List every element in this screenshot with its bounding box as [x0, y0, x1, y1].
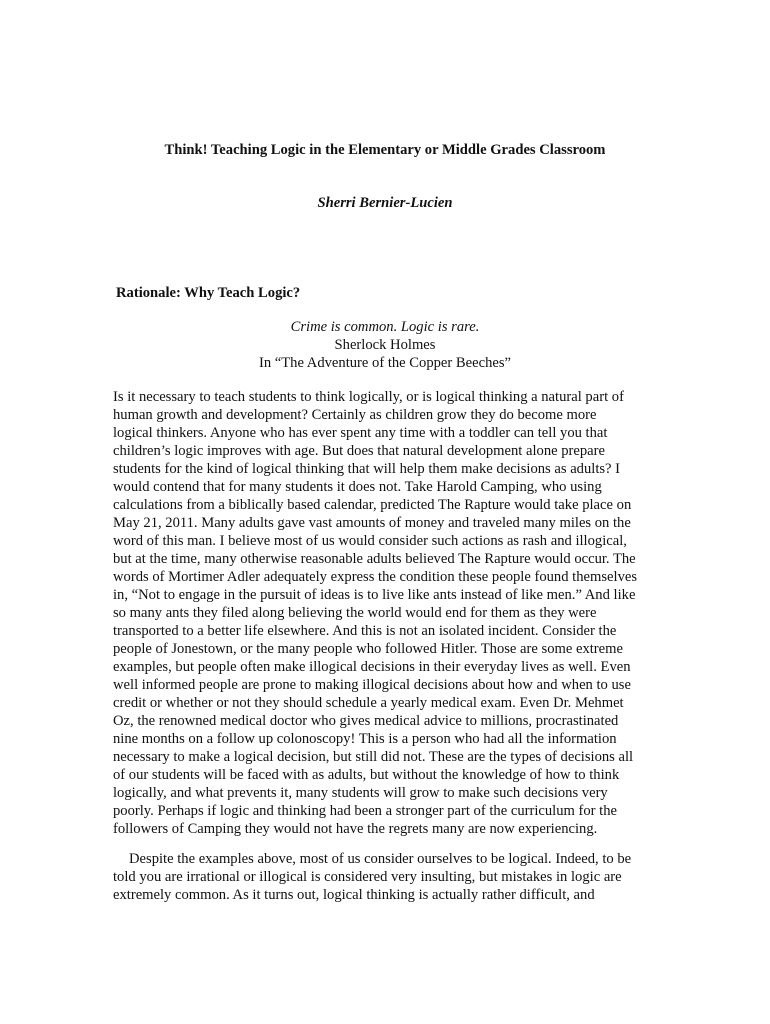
body-paragraph-1: [113, 388, 659, 838]
paragraph-line: Despite the examples above, most of us consider ourselves to be logical. Indeed, to be: [129, 851, 632, 867]
paragraph-line: of our students will be faced with as adults, but without the knowledge of how to think: [113, 767, 620, 783]
paragraph-line: necessary to make a logical decision, but still did not. These are the types of decisions all: [113, 749, 634, 765]
paragraph-line: credit or whether or not they should schedule a yearly medical exam. Even Dr. Mehmet: [113, 695, 624, 711]
paragraph-line: examples, but people often make illogical decisions in their everyday lives as well. Even: [113, 659, 631, 675]
paragraph-line: people of Jonestown, or the many people who followed Hitler. Those are some extreme: [113, 641, 623, 657]
epigraph-quote: Crime is common. Logic is rare.: [290, 319, 480, 335]
paragraph-line: Oz, the renowned medical doctor who gives medical advice to millions, procrastinated: [113, 713, 619, 729]
paragraph-line: human growth and development? Certainly as children grow they do become more: [113, 407, 597, 423]
paragraph-line: told you are irrational or illogical is considered very insulting, but mistakes in logic are: [113, 869, 622, 885]
epigraph: [0, 318, 770, 372]
paragraph-line: logical thinkers. Anyone who has ever spent any time with a toddler can tell you that: [113, 425, 608, 441]
paragraph-line: words of Mortimer Adler adequately express the condition these people found themselves: [113, 569, 638, 585]
paragraph-line: children’s logic improves with age. But does that natural development alone prepare: [113, 443, 605, 459]
paragraph-line: well informed people are prone to making illogical decisions about how and when to use: [113, 677, 631, 693]
paragraph-line: transported to a better life elsewhere. And this is not an isolated incident. Consider the: [113, 623, 617, 639]
paragraph-line: Is it necessary to teach students to think logically, or is logical thinking a natural part of: [113, 389, 624, 405]
paragraph-line: calculations from a biblically based calendar, predicted The Rapture would take place on: [113, 497, 632, 513]
paragraph-line: extremely common. As it turns out, logical thinking is actually rather difficult, and: [113, 887, 595, 903]
paragraph-line: logically, and what prevents it, many students will grow to make such decisions very: [113, 785, 608, 801]
paragraph-line: word of this man. I believe most of us would consider such actions as rash and illogical,: [113, 533, 627, 549]
epigraph-attribution: Sherlock Holmes: [334, 337, 436, 353]
document-title: Think! Teaching Logic in the Elementary or Middle Grades Classroom: [164, 142, 606, 158]
paragraph-line: followers of Camping they would not have the regrets many are now experiencing.: [113, 821, 598, 837]
paragraph-line: poorly. Perhaps if logic and thinking had been a stronger part of the curriculum for the: [113, 803, 618, 819]
paragraph-line: would contend that for many students it does not. Take Harold Camping, who using: [113, 479, 602, 495]
document-author: Sherri Bernier-Lucien: [317, 195, 453, 211]
paragraph-line: so many ants they filed along believing the world would end for them as they were: [113, 605, 597, 621]
paragraph-line: in, “Not to engage in the pursuit of ideas is to live like ants instead of like men.” And like: [113, 587, 636, 603]
section-heading: Rationale: Why Teach Logic?: [116, 285, 301, 301]
paragraph-line: students for the kind of logical thinking that will help them make decisions as adults? I: [113, 461, 621, 477]
epigraph-source: In “The Adventure of the Copper Beeches”: [258, 355, 512, 371]
paragraph-line: nine months on a follow up colonoscopy! This is a person who had all the information: [113, 731, 617, 747]
paragraph-line: May 21, 2011. Many adults gave vast amounts of money and traveled many miles on the: [113, 515, 631, 531]
body-paragraph-2: [113, 850, 659, 904]
paragraph-line: but at the time, many otherwise reasonable adults believed The Rapture would occur. The: [113, 551, 636, 567]
